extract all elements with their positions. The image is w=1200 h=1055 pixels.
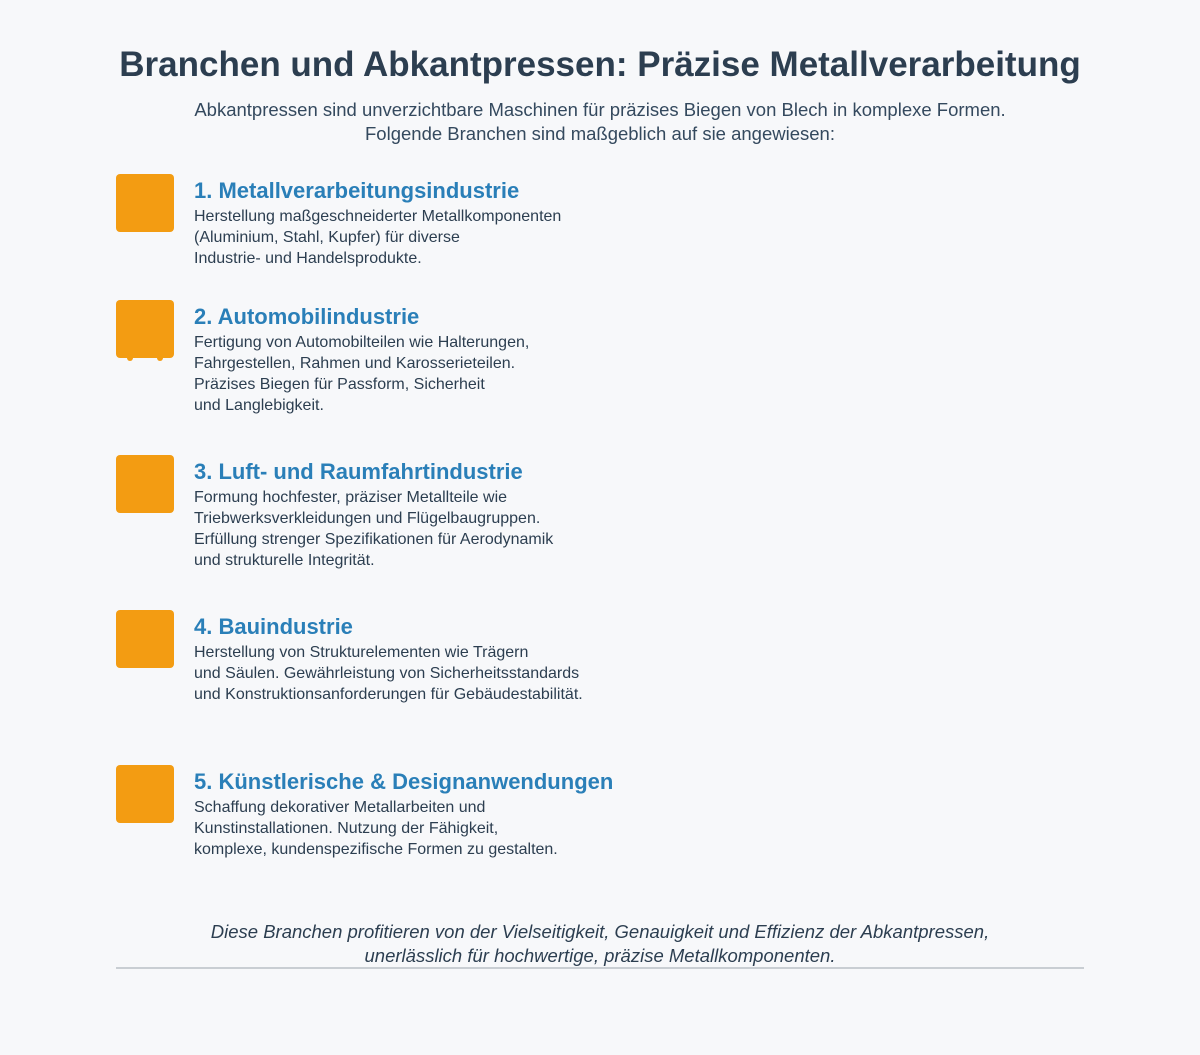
- description-line: Präzises Biegen für Passform, Sicherheit: [194, 376, 485, 393]
- description-line: und Langlebigkeit.: [194, 397, 324, 414]
- description-line: Formung hochfester, präziser Metallteile wie: [194, 489, 508, 506]
- industry-heading: 2. Automobilindustrie: [194, 304, 420, 329]
- description-line: Industrie- und Handelsprodukte.: [194, 250, 422, 267]
- industry-description: [194, 642, 583, 705]
- industry-heading: 1. Metallverarbeitungsindustrie: [194, 178, 520, 203]
- description-line: und strukturelle Integrität.: [194, 552, 375, 569]
- footer-line: Diese Branchen profitieren von der Vielseitigkeit, Genauigkeit und Effizienz der Abkantpressen,: [210, 921, 990, 942]
- industry-description: [194, 332, 529, 416]
- intro-line: Abkantpressen sind unverzichtbare Maschinen für präzises Biegen von Blech in komplexe Formen.: [194, 99, 1006, 120]
- description-line: Fertigung von Automobilteilen wie Halterungen,: [194, 334, 530, 351]
- intro-line: Folgende Branchen sind maßgeblich auf sie angewiesen:: [365, 123, 835, 144]
- industry-description: [194, 797, 558, 860]
- description-line: Triebwerksverkleidungen und Flügelbaugruppen.: [194, 510, 541, 527]
- wheel-shape: [127, 355, 133, 361]
- footer-note: [0, 920, 1200, 968]
- wheel-shape: [157, 355, 163, 361]
- industry-heading: 5. Künstlerische & Designanwendungen: [194, 769, 614, 794]
- description-line: Fahrgestellen, Rahmen und Karosserieteilen.: [194, 355, 516, 372]
- description-line: und Konstruktionsanforderungen für Gebäudestabilität.: [194, 686, 583, 703]
- square-icon: [116, 455, 174, 513]
- industry-description: [194, 487, 553, 571]
- industry-description: [194, 206, 561, 269]
- industry-heading: 4. Bauindustrie: [194, 614, 353, 639]
- description-line: und Säulen. Gewährleistung von Sicherheitsstandards: [194, 665, 580, 682]
- description-line: komplexe, kundenspezifische Formen zu gestalten.: [194, 841, 558, 858]
- square-icon: [116, 610, 174, 668]
- page-title: Branchen und Abkantpressen: Präzise Metallverarbeitung: [119, 45, 1081, 84]
- description-line: Kunstinstallationen. Nutzung der Fähigkeit,: [194, 820, 499, 837]
- description-line: Erfüllung strenger Spezifikationen für Aerodynamik: [194, 531, 554, 548]
- description-line: (Aluminium, Stahl, Kupfer) für diverse: [194, 229, 460, 246]
- square-icon: [116, 765, 174, 823]
- footer-divider: [116, 967, 1084, 969]
- car-icon: [116, 300, 174, 358]
- industry-heading: 3. Luft- und Raumfahrtindustrie: [194, 459, 523, 484]
- description-line: Herstellung maßgeschneiderter Metallkomponenten: [194, 208, 562, 225]
- description-line: Schaffung dekorativer Metallarbeiten und: [194, 799, 486, 816]
- description-line: Herstellung von Strukturelementen wie Trägern: [194, 644, 529, 661]
- footer-line: unerlässlich für hochwertige, präzise Metallkomponenten.: [364, 945, 836, 966]
- square-icon: [116, 174, 174, 232]
- intro-text: [0, 98, 1200, 146]
